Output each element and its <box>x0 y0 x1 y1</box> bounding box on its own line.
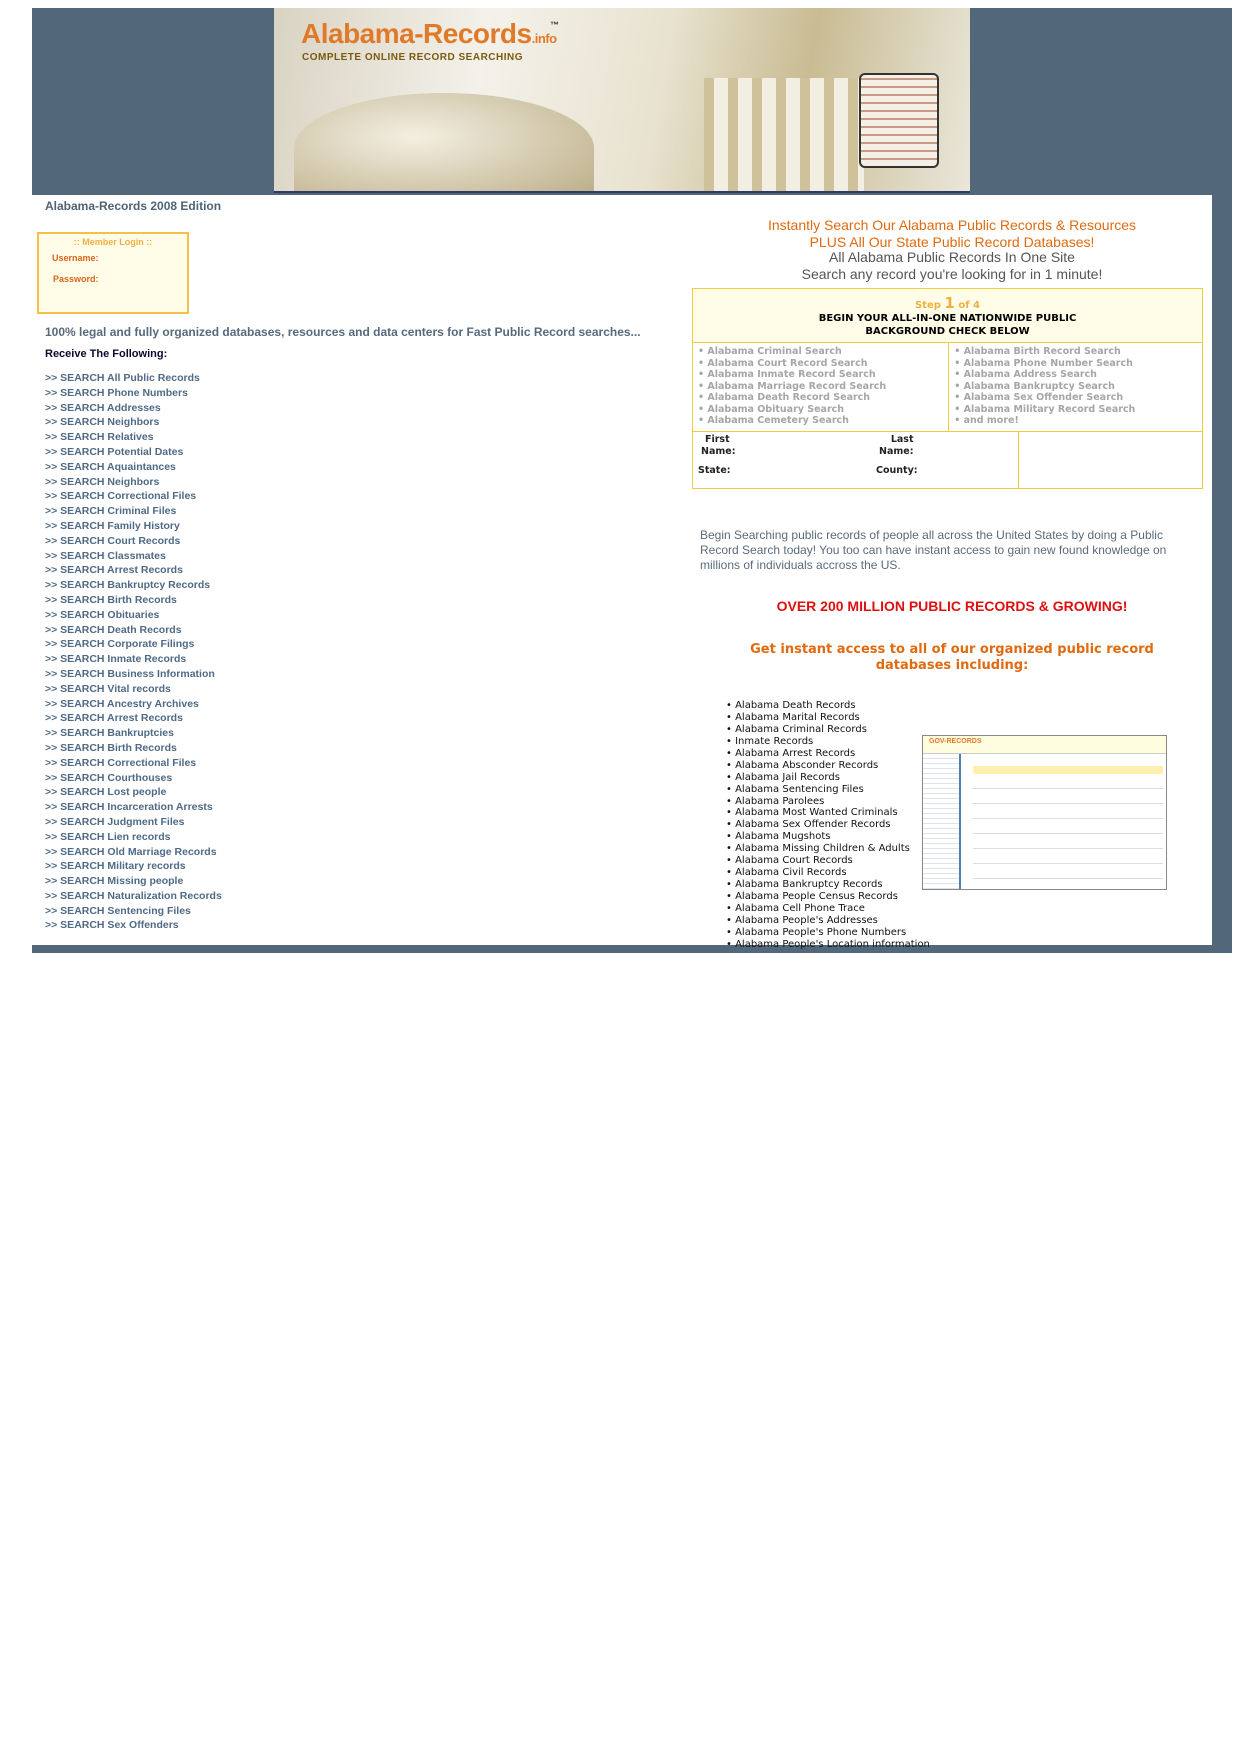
search-type-item[interactable]: • Alabama Court Record Search <box>698 357 868 369</box>
search-type-item[interactable]: • Alabama Military Record Search <box>954 403 1136 415</box>
search-link[interactable]: >> SEARCH Courthouses <box>45 771 173 784</box>
record-type-item: • Alabama Criminal Records <box>726 723 867 735</box>
search-types <box>693 343 1202 432</box>
search-link[interactable]: >> SEARCH All Public Records <box>45 372 200 384</box>
search-type-item[interactable]: • Alabama Obituary Search <box>698 403 845 415</box>
search-link[interactable]: >> SEARCH Bankruptcies <box>45 727 174 740</box>
record-type-item: • Alabama Civil Records <box>726 867 847 879</box>
edition-title: Alabama-Records 2008 Edition <box>45 199 222 213</box>
record-type-item: • Alabama Arrest Records <box>726 747 856 759</box>
search-type-item[interactable]: • and more! <box>954 415 1019 426</box>
search-link[interactable]: >> SEARCH Military records <box>45 860 186 873</box>
search-link[interactable]: >> SEARCH Sex Offenders <box>45 919 179 932</box>
record-type-item: • Alabama Most Wanted Criminals <box>726 807 898 819</box>
subheadline: All Alabama Public Records In One Site Search any record you're looking for in 1 minute! <box>801 249 1103 282</box>
record-type-item: • Alabama People's Addresses <box>726 914 878 926</box>
header-banner <box>274 8 970 193</box>
step-search-box <box>692 288 1203 489</box>
search-link[interactable]: >> SEARCH Potential Dates <box>45 445 184 458</box>
search-type-item[interactable]: • Alabama Phone Number Search <box>954 357 1133 369</box>
results-screenshot: GOV-RECORDS <box>922 735 1167 890</box>
search-link[interactable]: >> SEARCH Lost people <box>45 786 167 799</box>
search-link[interactable]: >> SEARCH Business Information <box>45 667 215 680</box>
search-link[interactable]: >> SEARCH Phone Numbers <box>45 386 188 399</box>
search-type-item[interactable]: • Alabama Birth Record Search <box>954 346 1121 357</box>
search-link[interactable]: >> SEARCH Vital records <box>45 682 171 695</box>
record-types-list <box>726 700 930 951</box>
search-link[interactable]: >> SEARCH Lien records <box>45 830 171 843</box>
search-link[interactable]: >> SEARCH Corporate Filings <box>45 638 195 651</box>
search-link[interactable]: >> SEARCH Judgment Files <box>45 815 185 828</box>
records-count-banner: OVER 200 MILLION PUBLIC RECORDS & GROWING! <box>776 598 1128 614</box>
search-link[interactable]: >> SEARCH Inmate Records <box>45 653 187 666</box>
search-link[interactable]: >> SEARCH Classmates <box>45 549 166 562</box>
step-indicator: Step 1 of 4 <box>914 294 980 312</box>
record-type-item: • Alabama People's Phone Numbers <box>726 926 907 938</box>
record-type-item: • Alabama Parolees <box>726 795 825 807</box>
search-link[interactable]: >> SEARCH Arrest Records <box>45 564 183 577</box>
site-logo[interactable]: Alabama-Records.info <box>301 18 557 49</box>
step-title-2: BACKGROUND CHECK BELOW <box>865 326 1030 337</box>
member-login-box <box>37 232 189 314</box>
record-type-item: • Alabama People Census Records <box>726 891 898 902</box>
password-label: Password: <box>53 274 99 284</box>
search-link[interactable]: >> SEARCH Family History <box>45 519 180 532</box>
intro-paragraph: Begin Searching public records of people all across the United States by doing a Public Record Search today! You too can have instant access to gain new found knowledge on millions of individuals accross the US. <box>700 528 1167 572</box>
search-link[interactable]: >> SEARCH Arrest Records <box>45 712 183 725</box>
search-type-item[interactable]: • Alabama Sex Offender Search <box>954 392 1124 403</box>
record-type-item: • Alabama Death Records <box>726 700 856 711</box>
search-link[interactable]: >> SEARCH Obituaries <box>45 608 160 621</box>
record-type-item: • Alabama Sentencing Files <box>726 783 864 795</box>
search-link[interactable]: >> SEARCH Sentencing Files <box>45 904 191 917</box>
search-type-item[interactable]: • Alabama Criminal Search <box>698 346 842 357</box>
trademark: ™ <box>550 20 559 30</box>
search-type-item[interactable]: • Alabama Address Search <box>954 369 1097 380</box>
record-type-item: • Alabama Bankruptcy Records <box>726 879 883 891</box>
search-link[interactable]: >> SEARCH Ancestry Archives <box>45 697 199 710</box>
search-link[interactable]: >> SEARCH Bankruptcy Records <box>45 579 211 592</box>
county-label: County: <box>876 464 918 476</box>
search-link[interactable]: >> SEARCH Death Records <box>45 623 182 636</box>
search-form <box>693 432 1202 488</box>
search-link[interactable]: >> SEARCH Criminal Files <box>45 505 177 518</box>
search-link[interactable]: >> SEARCH Correctional Files <box>45 490 197 503</box>
search-link[interactable]: >> SEARCH Relatives <box>45 431 154 444</box>
record-type-item: • Alabama Cell Phone Trace <box>726 902 865 914</box>
banner-photo-hand <box>294 93 594 193</box>
search-link[interactable]: >> SEARCH Aquaintances <box>45 460 176 473</box>
search-button-area <box>1019 432 1202 488</box>
search-type-item[interactable]: • Alabama Bankruptcy Search <box>954 380 1115 392</box>
record-type-item: • Alabama Mugshots <box>726 831 831 843</box>
receive-heading: Receive The Following: <box>45 348 168 360</box>
username-label: Username: <box>52 253 99 263</box>
tagline: COMPLETE ONLINE RECORD SEARCHING <box>302 52 524 63</box>
record-type-item: • Alabama Absconder Records <box>726 759 879 771</box>
search-link[interactable]: >> SEARCH Naturalization Records <box>45 889 222 902</box>
last-name-label: Last Name: <box>879 433 914 457</box>
search-link[interactable]: >> SEARCH Neighbors <box>45 475 160 488</box>
step-title: BEGIN YOUR ALL-IN-ONE NATIONWIDE PUBLIC <box>818 313 1077 324</box>
record-type-item: • Alabama People's Location information <box>726 938 930 950</box>
search-link[interactable]: >> SEARCH Birth Records <box>45 741 177 754</box>
rolodex-icon <box>859 73 939 168</box>
search-type-item[interactable]: • Alabama Cemetery Search <box>698 415 849 426</box>
content-area <box>32 195 1212 950</box>
search-link[interactable]: >> SEARCH Correctional Files <box>45 756 197 769</box>
step-header <box>693 289 1202 343</box>
search-link[interactable]: >> SEARCH Neighbors <box>45 416 160 429</box>
record-type-item: • Alabama Court Records <box>726 855 853 867</box>
search-link[interactable]: >> SEARCH Birth Records <box>45 593 177 606</box>
banner-photo-columns <box>704 78 864 193</box>
search-link[interactable]: >> SEARCH Addresses <box>45 401 161 414</box>
record-type-item: • Inmate Records <box>726 735 814 747</box>
first-name-label: First Name: <box>701 433 736 457</box>
search-link[interactable]: >> SEARCH Old Marriage Records <box>45 845 217 858</box>
search-link[interactable]: >> SEARCH Incarceration Arrests <box>45 801 213 814</box>
legal-text: 100% legal and fully organized databases, resources and data centers for Fast Public Record searches... <box>45 325 641 339</box>
record-type-item: • Alabama Sex Offender Records <box>726 819 891 831</box>
login-title: :: Member Login :: <box>73 237 153 247</box>
search-links <box>45 371 222 933</box>
search-link[interactable]: >> SEARCH Court Records <box>45 534 181 547</box>
search-link[interactable]: >> SEARCH Missing people <box>45 875 184 888</box>
record-type-item: • Alabama Jail Records <box>726 771 840 783</box>
search-type-item[interactable]: • Alabama Death Record Search <box>698 392 871 403</box>
record-type-item: • Alabama Missing Children & Adults <box>726 843 910 855</box>
search-type-item[interactable]: • Alabama Inmate Record Search <box>698 369 876 380</box>
access-heading: Get instant access to all of our organized public record databases including: <box>750 642 1154 673</box>
record-type-item: • Alabama Marital Records <box>726 711 860 723</box>
state-label: State: <box>698 464 731 476</box>
headline: Instantly Search Our Alabama Public Records & Resources PLUS All Our State Public Record Databases! <box>767 217 1137 250</box>
search-type-item[interactable]: • Alabama Marriage Record Search <box>698 380 887 392</box>
